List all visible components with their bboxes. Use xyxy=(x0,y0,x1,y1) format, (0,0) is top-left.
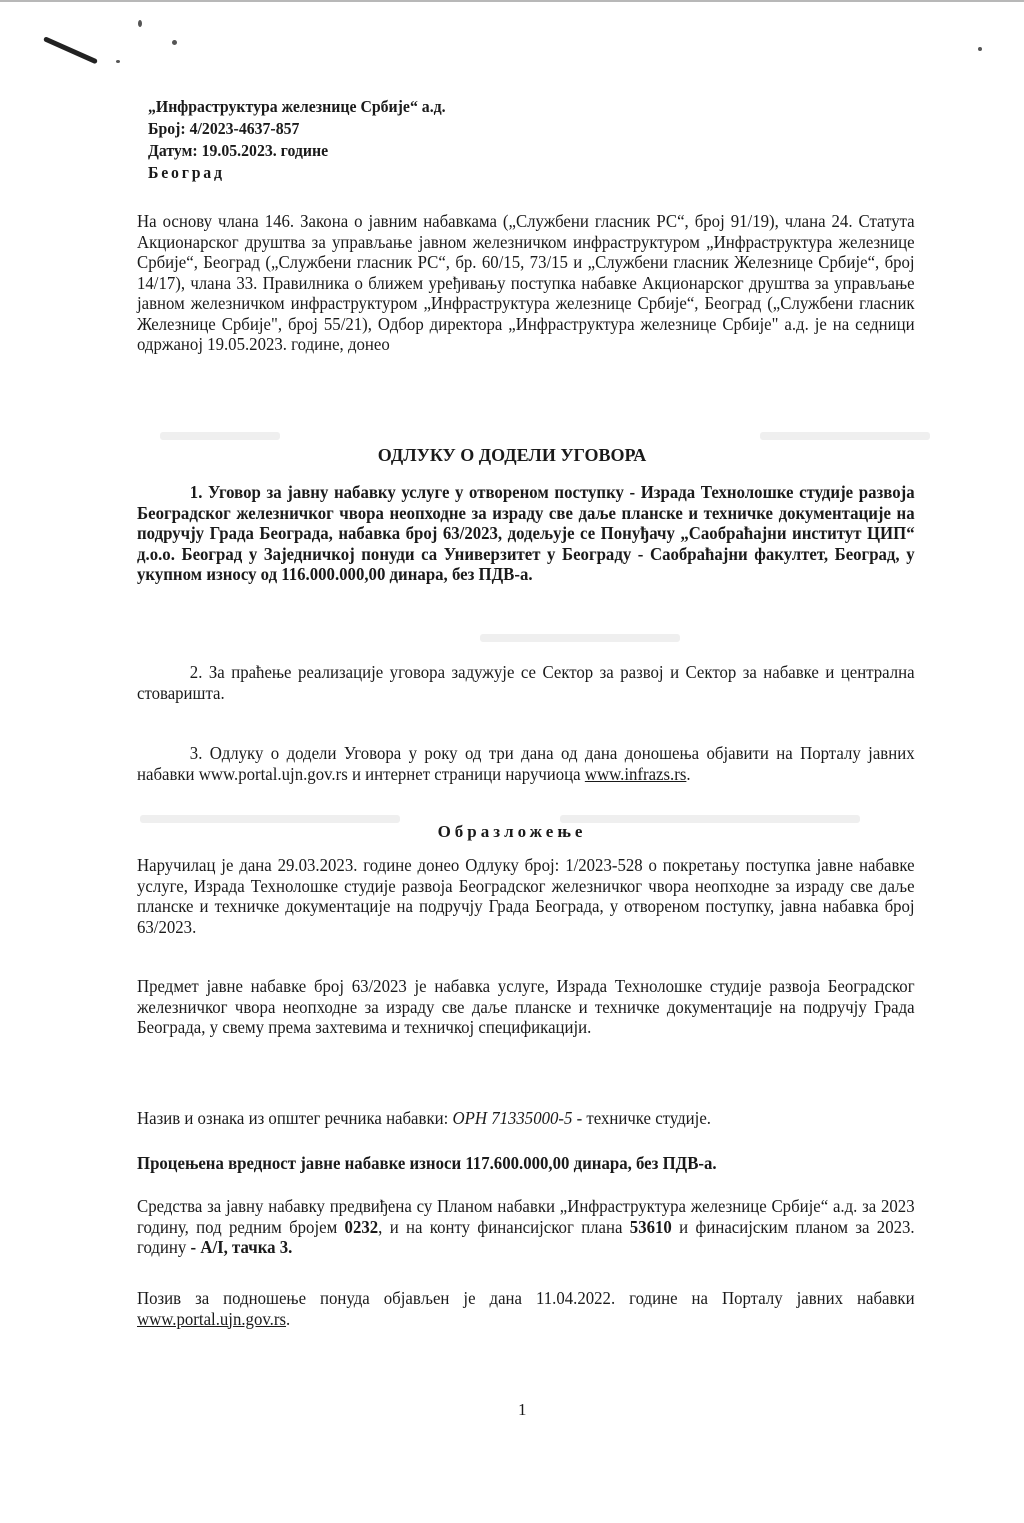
decision-title: ОДЛУКУ О ДОДЕЛИ УГОВОРА xyxy=(377,445,647,465)
document-date: Датум: 19.05.2023. године xyxy=(148,141,329,160)
invitation-end: . xyxy=(286,1308,291,1329)
scan-speck xyxy=(138,20,142,27)
infrazs-link[interactable]: www.infrazs.rs xyxy=(584,763,687,784)
organization-name: „Инфраструктура железнице Србије“ а.д. xyxy=(148,97,446,116)
scan-speck xyxy=(172,40,177,45)
document-city: Београд xyxy=(148,163,225,182)
invitation-text: Позив за подношење понуда објављен је дана 11.04.2022. године на Порталу јавних набавки xyxy=(137,1288,915,1308)
cpv-paragraph xyxy=(137,1108,915,1129)
bleed-through xyxy=(160,432,280,440)
scan-speck xyxy=(978,47,982,51)
estimated-value-paragraph: Процењена вредност јавне набавке износи 117.600.000,00 динара, без ПДВ-а. xyxy=(137,1153,717,1173)
explanation-paragraph-2: Предмет јавне набавке број 63/2023 је набавка услуге, Израда Технолошке студије развоја Београдског железничког чвора неопходне за израду све даље планске и техничке документације на подручју Града Београда, у свему према захтевима и техничкој спецификацији. xyxy=(137,976,915,1037)
bleed-through xyxy=(760,432,930,440)
item-3-end: . xyxy=(686,763,691,784)
cpv-suffix: - техничке студије. xyxy=(572,1108,711,1128)
konto-number: 53610 xyxy=(629,1216,672,1237)
funds-text-c: и финасијским планом за 2023. годину xyxy=(137,1216,915,1257)
scan-speck xyxy=(116,60,120,63)
plan-section: - А/I, тачка 3. xyxy=(190,1237,293,1257)
preamble-paragraph: На основу члана 146. Закона о јавним набавкама („Службени гласник РС“, број 91/19), члана 24. Статута Акционарског друштва за управљање јавном железничком инфраструктуром „Инфраструктура железнице Србије“, Београд („Службени гласник РС“, бр. 60/15, 73/15 и „Службени гласник Железнице Србије“, број 14/17), члана 33. Правилника о ближем уређивању поступка набавке Акционарског друштва за управљање јавном железничком инфраструктуром „Инфраструктура железнице Србије“, Београд („Службени гласник Железнице Србије", број 55/21), Одбор директора „Инфраструктура железнице Србије" а.д. је на седници одржаној 19.05.2023. године, донео xyxy=(137,211,915,354)
pen-stroke-mark xyxy=(43,36,98,64)
bleed-through xyxy=(480,634,680,642)
document-number: Број: 4/2023-4637-857 xyxy=(148,119,300,138)
invitation-paragraph xyxy=(137,1288,915,1329)
cpv-code: ОРН 71335000-5 xyxy=(452,1108,573,1128)
funds-text-a: Средства за јавну набавку предвиђена су Планом набавки „Инфраструктура железнице Србије“ а.д. за 2023 годину, под редним бројем xyxy=(137,1196,915,1237)
page-top-border xyxy=(0,0,1024,2)
explanation-paragraph-1: Наручилац је дана 29.03.2023. године донео Одлуку број: 1/2023-528 о покретању поступка јавне набавке услуге, Израда Технолошке студије развоја Београдског железничког чвора неопходне за израду све даље планске и техничке документације на подручју Града Београда, у отвореном поступку, јавна набавка број 63/2023. xyxy=(137,855,915,937)
page-number: 1 xyxy=(518,1400,527,1419)
explanation-title: Образложење xyxy=(437,822,587,841)
plan-item-number: 0232 xyxy=(344,1216,379,1237)
portal-link[interactable]: www.portal.ujn.gov.rs xyxy=(137,1308,287,1329)
decision-item-3 xyxy=(137,743,915,784)
item-3-text: 3. Одлуку о додели Уговора у року од три дана од дана доношења објавити на Порталу јавних набавки www.portal.ujn.gov.rs и интернет страници наручиоца xyxy=(137,743,915,784)
decision-item-1: 1. Уговор за јавну набавку услуге у отвореном поступку - Израда Технолошке студије развоја Београдског железничког чвора неопходне за израду све даље планске и техничке документације на подручју Града Београда, набавка број 63/2023, додељује се Понуђачу „Саобраћајни институт ЦИП“ д.о.о. Београд у Заједничкој понуди са Универзитет у Београду - Саобраћајни факултет, Београд, у укупном износу од 116.000.000,00 динара, без ПДВ-а. xyxy=(137,482,915,584)
funds-text-b: , и на конту финансијског плана xyxy=(378,1216,630,1237)
document-header xyxy=(148,96,446,184)
funds-paragraph xyxy=(137,1196,915,1258)
decision-item-2: 2. За праћење реализације уговора задужује се Сектор за развој и Сектор за набавке и централна стоваришта. xyxy=(137,662,915,703)
cpv-prefix: Назив и ознака из општег речника набавки: xyxy=(137,1108,453,1128)
